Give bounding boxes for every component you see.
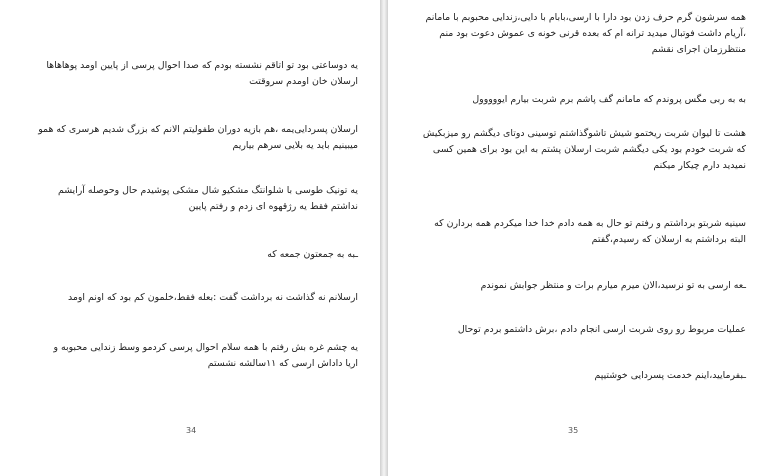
page-number: 34 [186, 426, 197, 435]
book-gutter [380, 0, 388, 476]
page-number: 35 [568, 426, 579, 435]
paragraph: هشت تا لیوان شربت ریختمو شیش تاشوگذاشتم توسینی دوتای دیگشم رو میزبکیش که شربت خودم بود یکی دیگشم شربت ارسلان پشتم به این بود برای همین کسی نمیدید دارم چیکار میکنم [422, 128, 746, 171]
paragraph: سینیه شربتو برداشتم و رفتم تو حال به همه دادم خدا خدا میکردم همه بردارن که البته برداشتم به ارسلان که رسیدم،گفتم [434, 218, 746, 245]
paragraph: ارسلان پسردایی‌یمه ،هم بازیه دوران طفولیتم الانم که بزرگ شدیم هرسری که همو میبینیم باید یه بلایی سرهم بیاریم [38, 124, 358, 151]
paragraph: به به ربی مگس پروندم که مامانم گف پاشم برم شربت بیارم ایووووول [472, 94, 746, 105]
paragraph: عملیات مربوط رو روی شربت ارسی انجام دادم ،برش داشتمو بردم توحال [457, 324, 746, 335]
paragraph: یه چشم غره بش رفتم با همه سلام احوال پرسی کردمو وسط زندایی محبوبه و اریا داداش ارسی که ۱۱سالشه نشستم [53, 342, 358, 369]
paragraph: ـبه به جمعتون جمعه که [267, 249, 358, 260]
paragraph: ارسلانم نه گذاشت نه برداشت گفت :بعله فقط،خلمون کم بود که اونم اومد [67, 292, 358, 303]
page-right [388, 0, 768, 476]
paragraph: ـعه ارسی به تو نرسید،الان میرم میارم برات و منتظر جوابش نموندم [480, 280, 746, 291]
paragraph: ـبفرمایید،اینم خدمت پسردایی خوشتیپم [594, 370, 746, 381]
paragraph: همه سرشون گرم حرف زدن بود دارا با ارسی،بابام با دایی،زندایی محبوبم با مامانم ،آریام داشت فوتبال میدید ترانه ام که بعده قرنی خونه ی عموش دعوت بود منم منتظرزمان اجرای نقشم [425, 12, 746, 55]
page-left [0, 0, 380, 476]
paragraph: یه تونیک طوسی با شلوانتگ مشکیو شال مشکی پوشیدم حال وحوصله آرایشم نداشتم فقط یه رژقهوه ای زدم و رفتم پایین [57, 185, 358, 212]
paragraph: یه دوساعتی بود تو اتاقم نشسته بودم که صدا احوال پرسی از پایین اومد پوهاهاها ارسلان خان اومدم سروقتت [46, 60, 358, 87]
